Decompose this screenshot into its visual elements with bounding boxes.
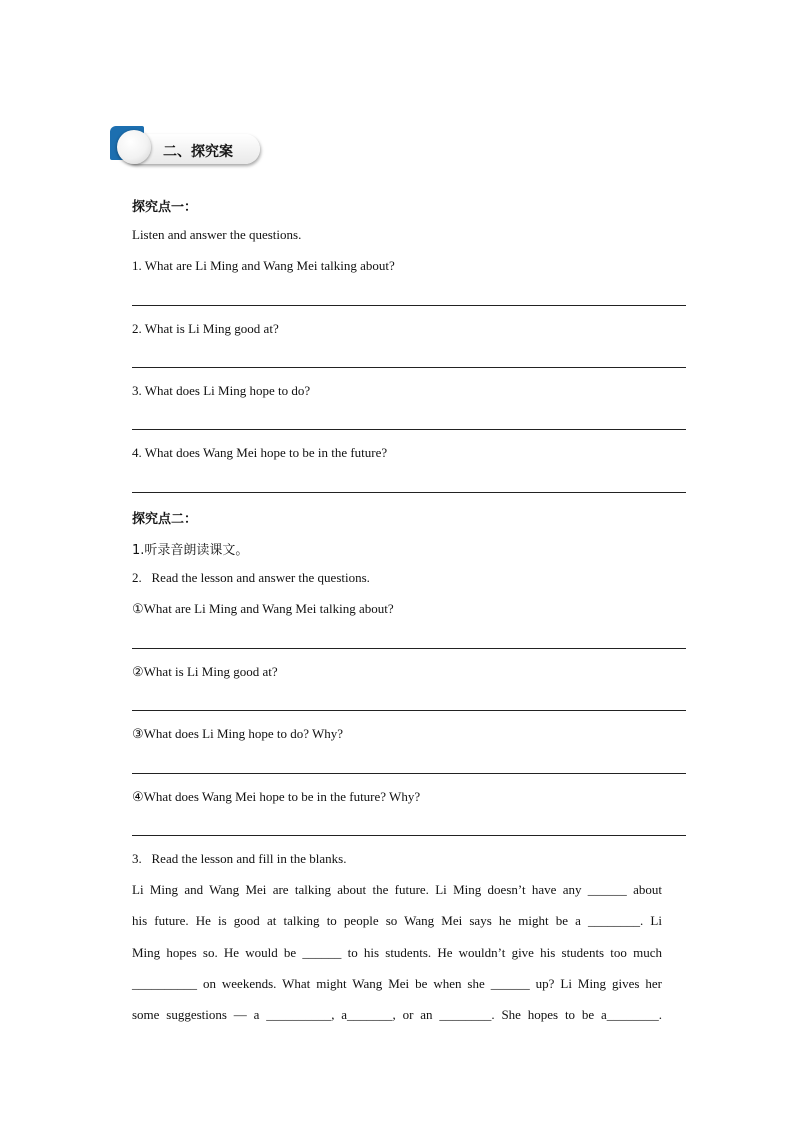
point1-question-1: 1. What are Li Ming and Wang Mei talking about? [132, 258, 395, 273]
point2-question-1: ①What are Li Ming and Wang Mei talking about? [132, 601, 394, 616]
section-header-badge [108, 124, 268, 170]
point2-question-2: ②What is Li Ming good at? [132, 664, 278, 679]
section-title: 二、探究案 [163, 144, 233, 160]
answer-line [132, 835, 686, 836]
answer-line [132, 492, 686, 493]
answer-line [132, 367, 686, 368]
passage-line-2: his future. He is good at talking to people so Wang Mei says he might be a ________. Li [132, 913, 662, 928]
point2-task-1: 1.听录音朗读课文。 [132, 543, 249, 558]
passage-line-3: Ming hopes so. He would be ______ to his students. He wouldn’t give his students too much [132, 945, 662, 960]
point1-instruction: Listen and answer the questions. [132, 227, 302, 242]
answer-line [132, 648, 686, 649]
point1-question-2: 2. What is Li Ming good at? [132, 321, 279, 336]
answer-line [132, 305, 686, 306]
passage-line-1: Li Ming and Wang Mei are talking about the future. Li Ming doesn’t have any ______ about [132, 882, 662, 897]
point2-question-3: ③What does Li Ming hope to do? Why? [132, 726, 344, 741]
point2-heading: 探究点二： [132, 512, 198, 527]
sphere-bullet-icon [117, 130, 151, 164]
point1-question-4: 4. What does Wang Mei hope to be in the future? [132, 445, 388, 460]
passage-line-5: some suggestions — a __________, a_______, or an ________. She hopes to be a________. [132, 1007, 662, 1022]
point2-question-4: ④What does Wang Mei hope to be in the future? Why? [132, 789, 421, 804]
point1-heading: 探究点一： [132, 200, 198, 215]
passage-line-4: __________ on weekends. What might Wang Mei be when she ______ up? Li Ming gives her [132, 976, 662, 991]
point2-task-3: 3. Read the lesson and fill in the blanks. [132, 851, 347, 866]
answer-line [132, 429, 686, 430]
point1-question-3: 3. What does Li Ming hope to do? [132, 383, 311, 398]
point2-task-2: 2. Read the lesson and answer the questions. [132, 570, 370, 585]
answer-line [132, 710, 686, 711]
answer-line [132, 773, 686, 774]
